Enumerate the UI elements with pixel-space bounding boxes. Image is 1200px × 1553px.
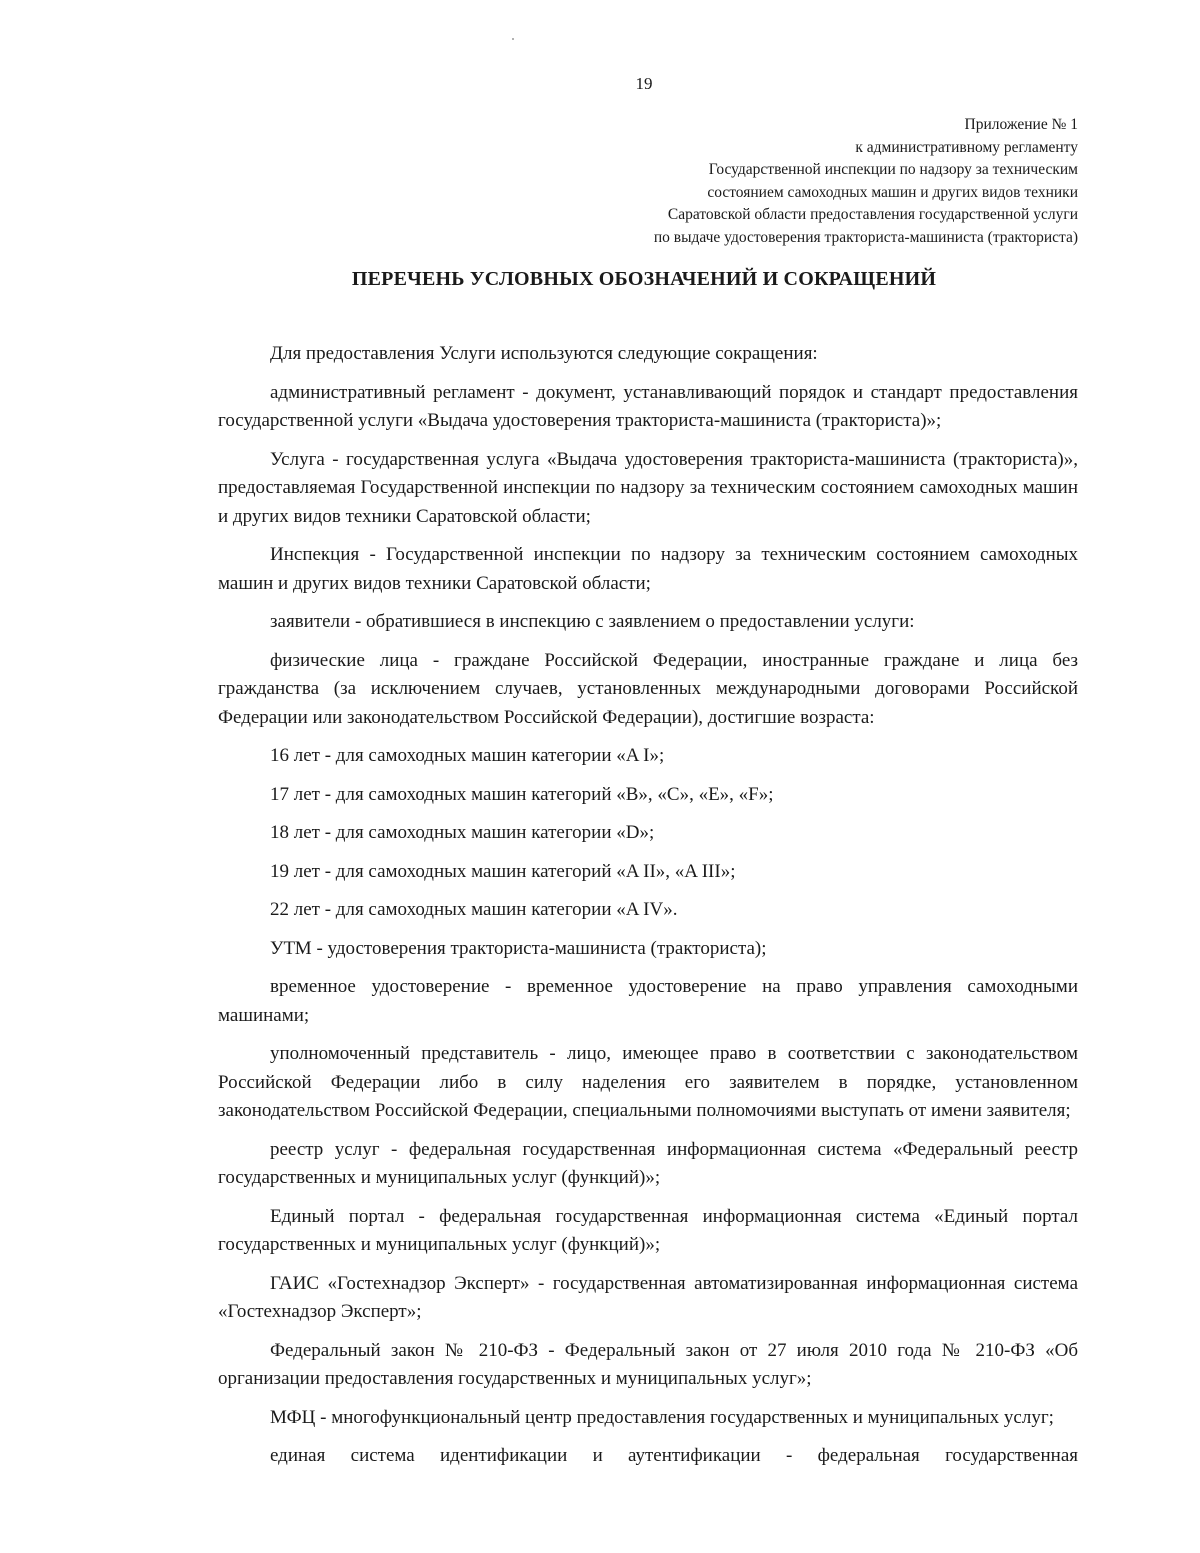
paragraph-temporary-certificate: временное удостоверение - временное удостоверение на право управления самоходными машинами;	[218, 976, 1078, 1026]
paragraph-unified-portal: Единый портал - федеральная государственная информационная система «Единый портал государственных и муниципальных услуг (функций)»;	[218, 1205, 1078, 1255]
paragraph-applicants: заявители - обратившиеся в инспекцию с заявлением о предоставлении услуги:	[270, 611, 915, 632]
paragraph-esia: единая система идентификации и аутентификации - федеральная государственная	[270, 1445, 1078, 1466]
appendix-line: по выдаче удостоверения тракториста-машиниста (тракториста)	[653, 228, 1078, 246]
document-title: ПЕРЕЧЕНЬ УСЛОВНЫХ ОБОЗНАЧЕНИЙ И СОКРАЩЕНИЙ	[351, 268, 937, 290]
appendix-header	[458, 114, 1078, 249]
paragraph-individuals: физические лица - граждане Российской Федерации, иностранные граждане и лица без гражданства (за исключением случаев, установленных международными договорами Российской Федерации или законодательством Российской Федерации), достигшие возраста:	[218, 649, 1078, 728]
appendix-line: к административному регламенту	[855, 138, 1078, 156]
paragraph-federal-law: Федеральный закон № 210-ФЗ - Федеральный закон от 27 июля 2010 года № 210-ФЗ «Об организации предоставления государственных и муниципальных услуг»;	[218, 1339, 1078, 1389]
appendix-line: Приложение № 1	[964, 116, 1078, 133]
appendix-line: состоянием самоходных машин и других видов техники	[707, 183, 1078, 201]
paragraph-gais: ГАИС «Гостехнадзор Эксперт» - государственная автоматизированная информационная система «Гостехнадзор Эксперт»;	[218, 1272, 1078, 1322]
paragraph-age-19: 19 лет - для самоходных машин категорий «A II», «A III»;	[270, 860, 736, 882]
paragraph-age-17: 17 лет - для самоходных машин категорий «B», «C», «E», «F»;	[270, 783, 774, 805]
paragraph-mfc: МФЦ - многофункциональный центр предоставления государственных и муниципальных услуг;	[270, 1406, 1054, 1428]
paragraph-service-registry: реестр услуг - федеральная государственная информационная система «Федеральный реестр государственных и муниципальных услуг (функций)»;	[218, 1138, 1078, 1188]
paragraph-age-16: 16 лет - для самоходных машин категории «A I»;	[270, 745, 665, 766]
appendix-line: Саратовской области предоставления государственной услуги	[667, 206, 1078, 223]
paragraph-age-22: 22 лет - для самоходных машин категории «A IV».	[270, 899, 678, 920]
paragraph-inspection: Инспекция - Государственной инспекции по надзору за техническим состоянием самоходных машин и других видов техники Саратовской области;	[218, 544, 1078, 594]
paragraph-intro: Для предоставления Услуги используются следующие сокращения:	[270, 343, 818, 364]
paragraph-representative: уполномоченный представитель - лицо, имеющее право в соответствии с законодательством Российской Федерации либо в силу наделения его заявителем в порядке, установленном законодательством Российской Федерации, специальными полномочиями выступать от имени заявителя;	[218, 1043, 1078, 1121]
paragraph-age-18: 18 лет - для самоходных машин категории «D»;	[270, 822, 655, 843]
paragraph-utm: УТМ - удостоверения тракториста-машиниста (тракториста);	[270, 937, 767, 959]
scan-artifact	[512, 38, 514, 40]
document-body	[218, 340, 1078, 1481]
paragraph-admin-regulation: административный регламент - документ, устанавливающий порядок и стандарт предоставления государственной услуги «Выдача удостоверения тракториста-машиниста (тракториста)»;	[218, 381, 1078, 431]
paragraph-service: Услуга - государственная услуга «Выдача удостоверения тракториста-машиниста (тракториста)», предоставляемая Государственной инспекции по надзору за техническим состоянием самоходных машин и других видов техники Саратовской области;	[218, 448, 1078, 527]
page-number: 19	[635, 74, 653, 93]
appendix-line: Государственной инспекции по надзору за техническим	[708, 161, 1078, 178]
